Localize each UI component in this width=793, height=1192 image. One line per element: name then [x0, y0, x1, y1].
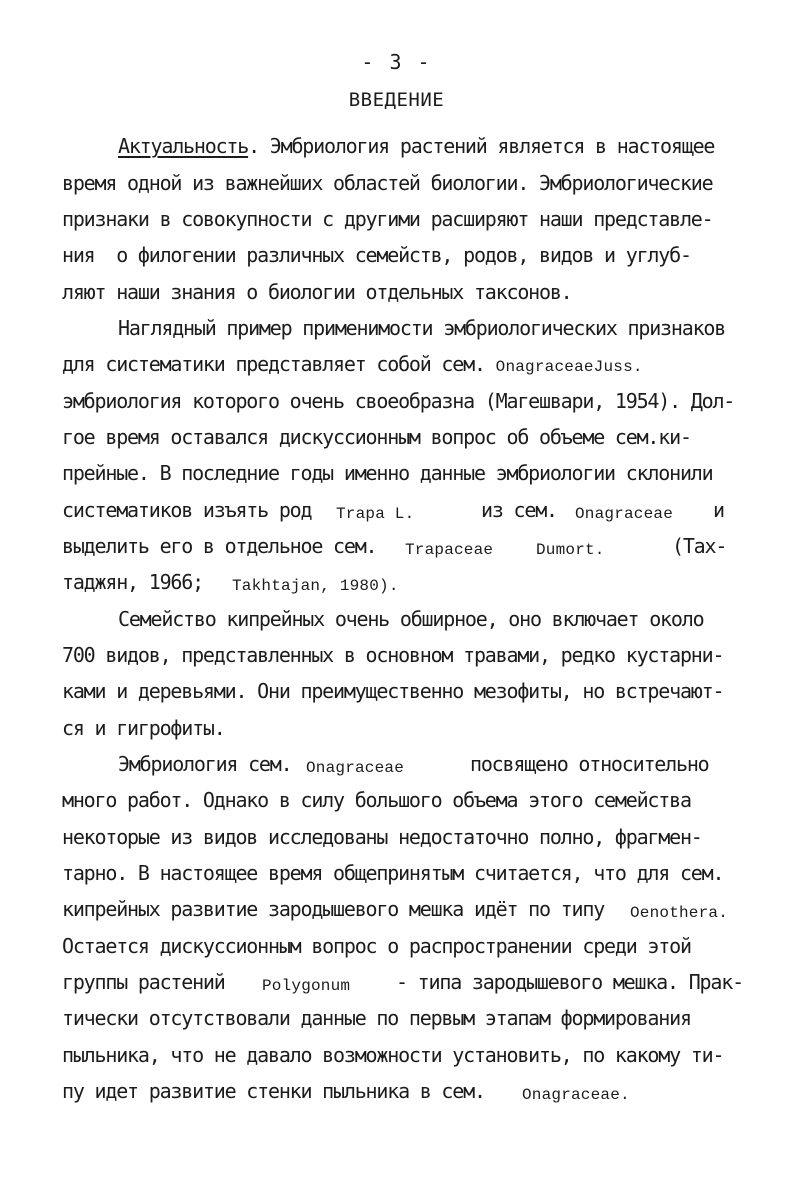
taxon-name: Onagraceae.: [522, 1086, 630, 1104]
p3-line-4: ся и гигрофиты.: [62, 716, 225, 740]
taxon-name: Polygonum: [262, 977, 351, 995]
p1-line-3: признаки в совокупности с другими расширяют наши представле-: [62, 207, 713, 231]
p3-line-2: 700 видов, представленных в основном травами, редко кустарни-: [62, 643, 724, 667]
taxon-name: Oenothera.: [630, 904, 729, 922]
p4-line-6: Остается дискуссионным вопрос о распространении среди этой: [62, 934, 691, 958]
page-number: - 3 -: [361, 50, 432, 74]
p1-line-4: ния о филогении различных семейств, родов, видов и углуб-: [62, 243, 691, 267]
taxon-author: Juss.: [593, 358, 643, 376]
p2-line-7-end: (Тах-: [672, 534, 727, 558]
p1-line-1: Актуальность. Эмбриология растений является в настоящее: [118, 134, 715, 158]
p4-line-7-end: - типа зародышевого мешка. Прак-: [396, 970, 743, 994]
p4-line-10: пу идет развитие стенки пыльника в сем.: [62, 1079, 485, 1103]
citation: Takhtajan, 1980).: [232, 577, 399, 595]
p2-line-1: Наглядный пример применимости эмбриологических признаков: [118, 316, 726, 340]
taxon-author: Dumort.: [536, 541, 605, 559]
p2-line-3: эмбриология которого очень своеобразна (Магешвари, 1954). Дол-: [62, 389, 735, 413]
p2-line-5: прейные. В последние годы именно данные эмбриологии склонили: [62, 461, 713, 485]
taxon-name: Trapa L.: [336, 505, 415, 523]
taxon-name: Onagraceae: [495, 358, 594, 376]
p4-line-2: много работ. Однако в силу большого объема этого семейства: [62, 788, 691, 812]
p4-line-1-end: посвящено относительно: [470, 752, 709, 776]
section-heading: ВВЕДЕНИЕ: [348, 89, 445, 111]
p2-line-6-mid: из сем.: [481, 498, 557, 522]
topicality-term: Актуальность: [118, 134, 249, 158]
p2-line-4: гое время оставался дискуссионным вопрос об объеме сем.ки-: [62, 425, 691, 449]
p4-line-8: тически отсутствовали данные по первым этапам формирования: [62, 1006, 691, 1030]
p1-line-5: ляют наши знания о биологии отдельных таксонов.: [62, 280, 572, 304]
p4-line-9: пыльника, что не давало возможности установить, по какому ти-: [62, 1043, 724, 1067]
taxon-name: Trapaceae: [405, 541, 494, 559]
taxon-name: Onagraceae: [306, 759, 405, 777]
p3-line-3: ками и деревьями. Они преимущественно мезофиты, но встречают-: [62, 679, 724, 703]
p2-line-2: для систематики представляет собой сем. OnagraceaeJuss.: [62, 352, 643, 376]
p4-line-5: кипрейных развитие зародышевого мешка идёт по типу: [62, 897, 605, 921]
p2-line-8: таджян, 1966;: [62, 570, 203, 594]
p1-line-2: время одной из важнейших областей биологии. Эмбриологические: [62, 171, 713, 195]
p4-line-3: некоторые из видов исследованы недостаточно полно, фрагмен-: [62, 825, 702, 849]
p4-line-7: группы растений: [62, 970, 225, 994]
p2-line-6-end: и: [713, 498, 724, 522]
p4-line-4: тарно. В настоящее время общепринятым считается, что для сем.: [62, 861, 724, 885]
p2-line-7: выделить его в отдельное сем.: [62, 534, 377, 558]
p4-line-1: Эмбриология сем.: [118, 752, 292, 776]
p3-line-1: Семейство кипрейных очень обширное, оно включает около: [118, 607, 704, 631]
taxon-name: Onagraceae: [575, 505, 674, 523]
p2-line-6: систематиков изъять род: [62, 498, 312, 522]
